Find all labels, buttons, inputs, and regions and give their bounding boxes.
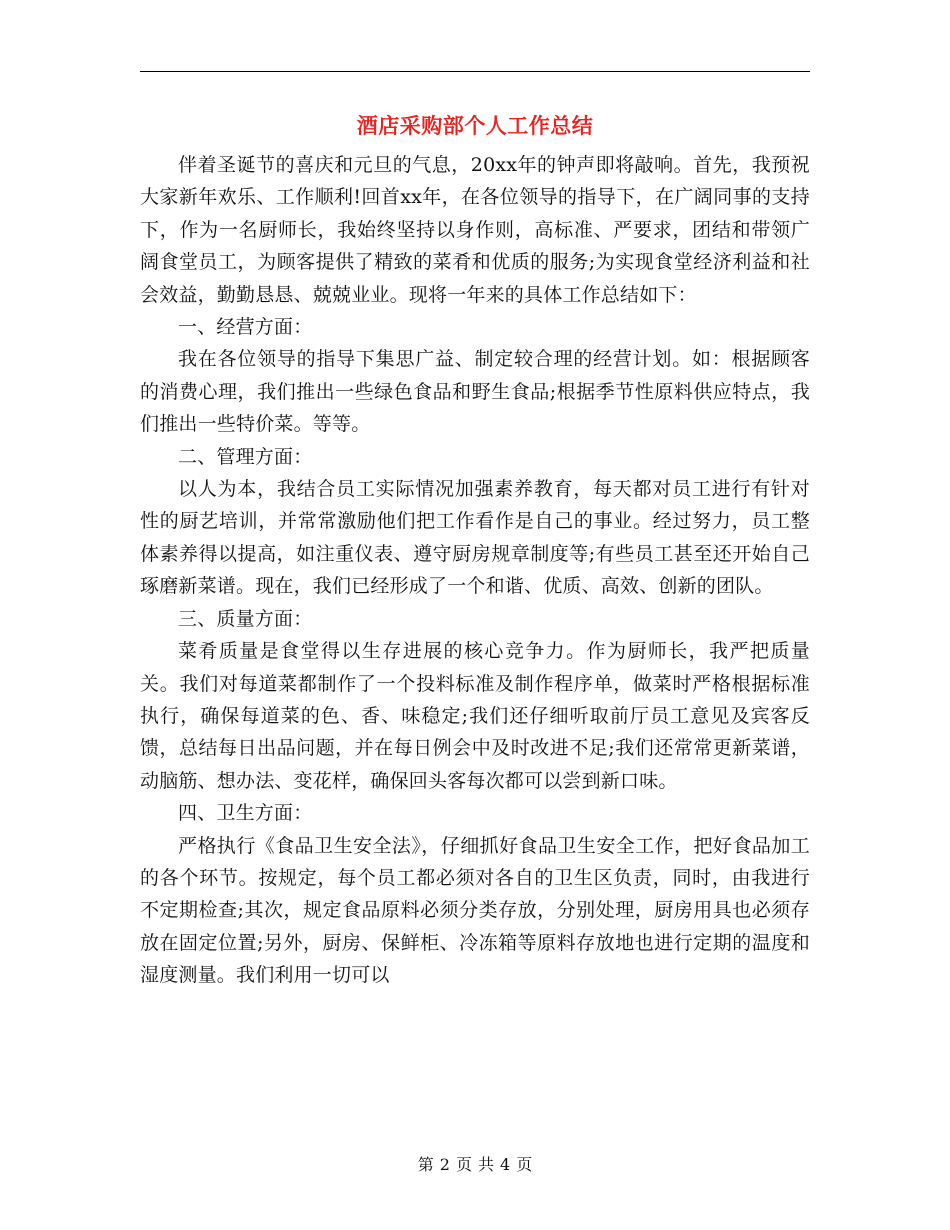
document-title: 酒店采购部个人工作总结 [356, 113, 594, 138]
section-heading-quality: 三、质量方面： [178, 607, 313, 630]
quality-paragraph: 菜肴质量是食堂得以生存进展的核心竞争力。作为厨师长，我严把质量关。我们对每道菜都制作了一个投料标准及制作程序单，做菜时严格根据标准执行，确保每道菜的色、香、味稳定;我们还仔细听取前厅员工意见及宾客反馈，总结每日出品问题，并在每日例会中及时改进不足;我们还常常更新菜谱，动脑筋、想办法、变花样，确保回头客每次都可以尝到新口味。 [140, 640, 810, 792]
section-heading-management: 二、管理方面： [178, 445, 313, 468]
footer-page-unit: 页 [455, 1155, 472, 1174]
section-heading-hygiene: 四、卫生方面： [178, 802, 313, 825]
header-rule [140, 71, 810, 72]
footer-page-number: 2 [439, 1155, 450, 1174]
document-body [140, 149, 810, 992]
footer-total-pages: 4 [500, 1155, 511, 1174]
footer-prefix: 第 [417, 1155, 434, 1174]
intro-paragraph: 伴着圣诞节的喜庆和元旦的气息，20xx年的钟声即将敲响。首先，我预祝大家新年欢乐、工作顺利!回首xx年，在各位领导的指导下，在广阔同事的支持下，作为一名厨师长，我始终坚持以身作则，高标准、严要求，团结和带领广阔食堂员工，为顾客提供了精致的菜肴和优质的服务;为实现食堂经济利益和社会效益，勤勤恳恳、兢兢业业。现将一年来的具体工作总结如下： [140, 154, 810, 306]
management-paragraph: 以人为本，我结合员工实际情况加强素养教育，每天都对员工进行有针对性的厨艺培训，并常常激励他们把工作看作是自己的事业。经过努力，员工整体素养得以提高，如注重仪表、遵守厨房规章制度等;有些员工甚至还开始自己琢磨新菜谱。现在，我们已经形成了一个和谐、优质、高效、创新的团队。 [140, 478, 810, 598]
hygiene-paragraph: 严格执行《食品卫生安全法》，仔细抓好食品卫生安全工作，把好食品加工的各个环节。按规定，每个员工都必须对各自的卫生区负责，同时，由我进行不定期检查;其次，规定食品原料必须分类存放，分别处理，厨房用具也必须存放在固定位置;另外，厨房、保鲜柜、冷冻箱等原料存放地也进行定期的温度和湿度测量。我们利用一切可以 [140, 834, 810, 987]
operations-paragraph: 我在各位领导的指导下集思广益、制定较合理的经营计划。如：根据顾客的消费心理，我们推出一些绿色食品和野生食品;根据季节性原料供应特点，我们推出一些特价菜。等等。 [140, 348, 810, 436]
footer-total-prefix: 共 [478, 1155, 495, 1174]
page-footer [140, 1153, 810, 1177]
footer-total-unit: 页 [516, 1155, 533, 1174]
section-heading-operations: 一、经营方面： [178, 316, 313, 339]
